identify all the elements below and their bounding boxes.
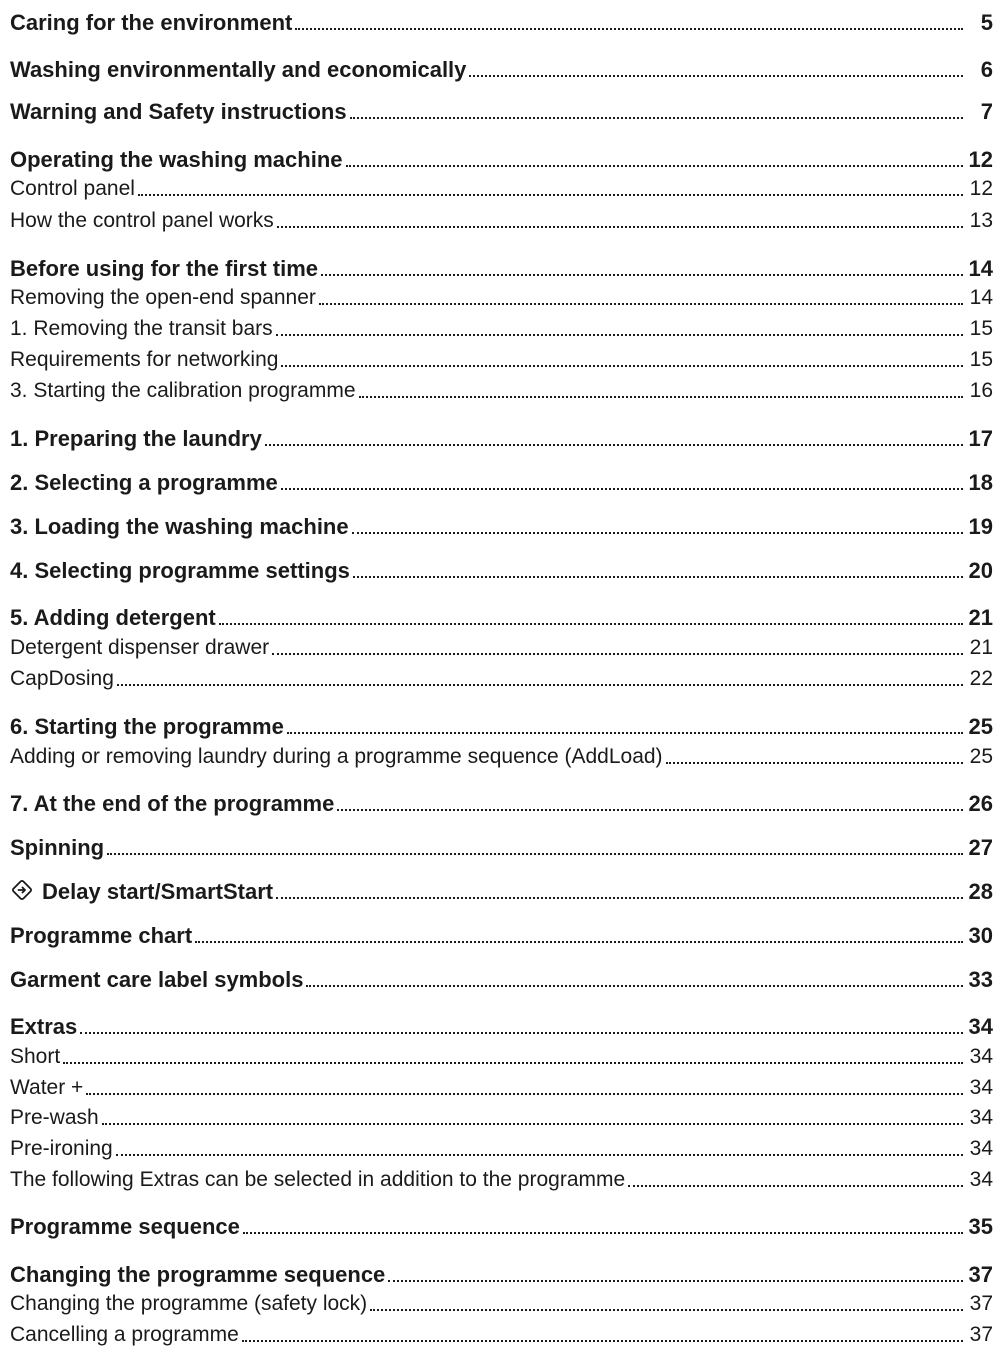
toc-entry-title [10, 57, 466, 83]
toc-entry-title [10, 1044, 60, 1070]
toc-entry-text: 3. Starting the calibration programme [10, 379, 356, 402]
toc-entry-text: Operating the washing machine [10, 147, 343, 172]
toc-entry-text: Short [10, 1045, 61, 1068]
toc-page-number: 37 [969, 1292, 993, 1315]
dot-leader [666, 762, 963, 764]
toc-page-number: 13 [969, 209, 993, 232]
dot-leader [353, 576, 963, 578]
dot-leader [243, 1232, 963, 1234]
toc-entry-title [10, 1014, 77, 1040]
dot-leader [116, 1154, 963, 1156]
toc-page-number: 34 [969, 1076, 993, 1099]
dot-leader [265, 444, 963, 446]
toc-page-number: 34 [969, 1168, 993, 1191]
toc-entry-text: 4. Selecting programme settings [10, 558, 350, 583]
dot-leader [306, 985, 962, 987]
toc-page-number: 35 [968, 1214, 993, 1239]
toc-entry-title [10, 635, 269, 661]
toc-heading[interactable] [10, 603, 993, 631]
toc-page-number: 12 [968, 147, 993, 172]
toc-entry-text: Caring for the environment [10, 10, 293, 35]
toc-entry-text: 1. Preparing the laundry [10, 426, 262, 451]
toc-page-number: 30 [968, 923, 993, 948]
toc-page-number: 25 [968, 714, 993, 739]
toc-subentry[interactable] [10, 1042, 993, 1070]
toc-entry-text: Spinning [10, 835, 105, 860]
toc-entry-text: Delay start/SmartStart [42, 879, 274, 904]
toc-page-number: 12 [969, 177, 993, 200]
toc-entry-title [10, 426, 262, 452]
dot-leader [102, 1123, 963, 1125]
toc-subentry[interactable] [10, 376, 993, 404]
toc-entry-title [10, 923, 192, 949]
toc-page-number: 16 [969, 379, 993, 402]
dot-leader [346, 165, 963, 167]
toc-entry-title [10, 10, 292, 36]
toc-entry-title [10, 1075, 83, 1101]
toc-heading[interactable] [10, 833, 993, 861]
toc-entry-title [10, 514, 349, 540]
toc-page-number: 34 [969, 1106, 993, 1129]
dot-leader [287, 732, 963, 734]
toc-subentry[interactable] [10, 1103, 993, 1131]
toc-heading[interactable] [10, 424, 993, 452]
toc-entry-text: Detergent dispenser drawer [10, 636, 270, 659]
toc-page-number: 14 [968, 256, 993, 281]
toc-entry-text: Extras [10, 1014, 78, 1039]
toc-page-number: 18 [968, 470, 993, 495]
toc-entry-text: Pre-ironing [10, 1137, 113, 1160]
toc-subentry[interactable] [10, 206, 993, 234]
dot-leader [319, 303, 963, 305]
toc-page-number: 19 [968, 514, 993, 539]
dot-leader [281, 365, 963, 367]
toc-heading[interactable] [10, 8, 993, 36]
toc-page-number: 37 [968, 1262, 993, 1287]
toc-entry-title [10, 347, 278, 373]
toc-page-number: 26 [968, 791, 993, 816]
dot-leader [350, 117, 963, 119]
toc-entry-text: 3. Loading the washing machine [10, 514, 349, 539]
toc-entry-text: 2. Selecting a programme [10, 470, 278, 495]
dot-leader [281, 488, 963, 490]
dot-leader [276, 897, 962, 899]
toc-heading[interactable] [10, 55, 993, 83]
toc-entry-title [10, 256, 318, 282]
toc-entry-text: How the control panel works [10, 209, 274, 232]
dot-leader [359, 396, 963, 398]
toc-entry-text: Removing the open-end spanner [10, 286, 316, 309]
toc-subentry[interactable] [10, 1134, 993, 1162]
toc-heading[interactable] [10, 965, 993, 993]
toc-entry-title [10, 666, 114, 692]
toc-entry-title [10, 558, 350, 584]
toc-entry-title [10, 147, 343, 173]
dot-leader [352, 532, 963, 534]
toc-page-number: 33 [968, 967, 993, 992]
toc-entry-title [10, 208, 274, 234]
toc-page-number: 6 [980, 57, 993, 82]
toc-subentry[interactable] [10, 1289, 993, 1317]
toc-page-number: 15 [969, 317, 993, 340]
toc-subentry[interactable] [10, 664, 993, 692]
dot-leader [469, 75, 963, 77]
toc-entry-title [10, 1262, 385, 1288]
dot-leader [242, 1340, 963, 1342]
toc-entry-title [10, 1322, 239, 1348]
toc-heading[interactable] [10, 877, 993, 905]
toc-heading[interactable] [10, 712, 993, 740]
toc-heading[interactable] [10, 1012, 993, 1040]
toc-subentry[interactable] [10, 314, 993, 342]
toc-entry-text: CapDosing [10, 667, 114, 690]
toc-heading[interactable] [10, 556, 993, 584]
toc-entry-title [10, 714, 284, 740]
toc-page-number: 34 [968, 1014, 993, 1039]
toc-heading[interactable] [10, 254, 993, 282]
table-of-contents [10, 0, 993, 1349]
toc-entry-title [10, 791, 334, 817]
toc-entry-title [10, 1105, 99, 1131]
toc-entry-text: Garment care label symbols [10, 967, 304, 992]
toc-entry-text: Changing the programme (safety lock) [10, 1292, 368, 1315]
toc-entry-text: Water + [10, 1076, 84, 1099]
toc-subentry[interactable] [10, 633, 993, 661]
dot-leader [337, 809, 962, 811]
toc-heading[interactable] [10, 145, 993, 173]
toc-entry-text: Pre-wash [10, 1106, 99, 1129]
toc-page-number: 17 [968, 426, 993, 451]
dot-leader [138, 194, 963, 196]
dot-leader [195, 941, 962, 943]
toc-heading[interactable] [10, 921, 993, 949]
toc-entry-title [10, 176, 135, 202]
toc-entry-title [10, 1214, 240, 1240]
toc-heading[interactable] [10, 468, 993, 496]
toc-heading[interactable] [10, 97, 993, 125]
toc-page-number: 34 [969, 1137, 993, 1160]
dot-leader [277, 226, 963, 228]
dot-leader [117, 684, 963, 686]
dot-leader [321, 274, 962, 276]
toc-page-number: 25 [969, 745, 993, 768]
toc-entry-text: Programme chart [10, 923, 193, 948]
toc-heading[interactable] [10, 1260, 993, 1288]
toc-page-number: 37 [969, 1323, 993, 1346]
toc-subentry[interactable] [10, 742, 993, 770]
toc-entry-text: 5. Adding detergent [10, 605, 216, 630]
toc-entry-text: Warning and Safety instructions [10, 99, 347, 124]
toc-page-number: 5 [980, 10, 993, 35]
dot-leader [276, 334, 963, 336]
dot-leader [388, 1280, 962, 1282]
toc-entry-title [10, 1291, 367, 1317]
toc-page-number: 27 [968, 835, 993, 860]
toc-entry-title [10, 378, 356, 404]
toc-entry-title [10, 878, 273, 905]
toc-entry-title [10, 1136, 113, 1162]
dot-leader [628, 1185, 963, 1187]
toc-page-number: 15 [969, 348, 993, 371]
toc-entry-title [10, 1167, 625, 1193]
toc-page-number: 21 [968, 605, 993, 630]
toc-entry-text: Changing the programme sequence [10, 1262, 386, 1287]
toc-entry-title [10, 285, 316, 311]
toc-entry-text: 6. Starting the programme [10, 714, 284, 739]
toc-entry-title [10, 835, 104, 861]
toc-entry-title [10, 744, 663, 770]
dot-leader [86, 1093, 963, 1095]
toc-entry-title [10, 967, 303, 993]
dot-leader [63, 1062, 963, 1064]
toc-page-number: 7 [980, 99, 993, 124]
toc-entry-text: Control panel [10, 177, 135, 200]
toc-subentry[interactable] [10, 1165, 993, 1193]
toc-subentry[interactable] [10, 1320, 993, 1348]
toc-heading[interactable] [10, 512, 993, 540]
toc-subentry[interactable] [10, 174, 993, 202]
toc-page-number: 21 [969, 636, 993, 659]
toc-page-number: 28 [968, 879, 993, 904]
dot-leader [80, 1032, 962, 1034]
toc-entry-text: Washing environmentally and economically [10, 57, 467, 82]
toc-page-number: 20 [968, 558, 993, 583]
toc-entry-text: Cancelling a programme [10, 1323, 239, 1346]
dot-leader [295, 28, 963, 30]
dot-leader [370, 1309, 963, 1311]
toc-entry-title [10, 99, 347, 125]
toc-subentry[interactable] [10, 283, 993, 311]
dot-leader [272, 653, 963, 655]
toc-heading[interactable] [10, 789, 993, 817]
toc-page-number: 14 [969, 286, 993, 309]
toc-entry-text: The following Extras can be selected in addition to the programme [10, 1168, 626, 1191]
delay-start-icon [10, 878, 34, 902]
toc-entry-title [10, 316, 273, 342]
toc-subentry[interactable] [10, 345, 993, 373]
toc-entry-text: 1. Removing the transit bars [10, 317, 273, 340]
toc-subentry[interactable] [10, 1073, 993, 1101]
toc-entry-text: Before using for the first time [10, 256, 319, 281]
dot-leader [107, 853, 962, 855]
toc-entry-text: Programme sequence [10, 1214, 240, 1239]
toc-page-number: 34 [969, 1045, 993, 1068]
toc-entry-text: Requirements for networking [10, 348, 279, 371]
toc-entry-title [10, 470, 278, 496]
toc-entry-title [10, 605, 216, 631]
toc-page-number: 22 [969, 667, 993, 690]
dot-leader [219, 623, 963, 625]
toc-heading[interactable] [10, 1212, 993, 1240]
toc-entry-text: Adding or removing laundry during a programme sequence (AddLoad) [10, 745, 663, 768]
toc-entry-text: 7. At the end of the programme [10, 791, 335, 816]
